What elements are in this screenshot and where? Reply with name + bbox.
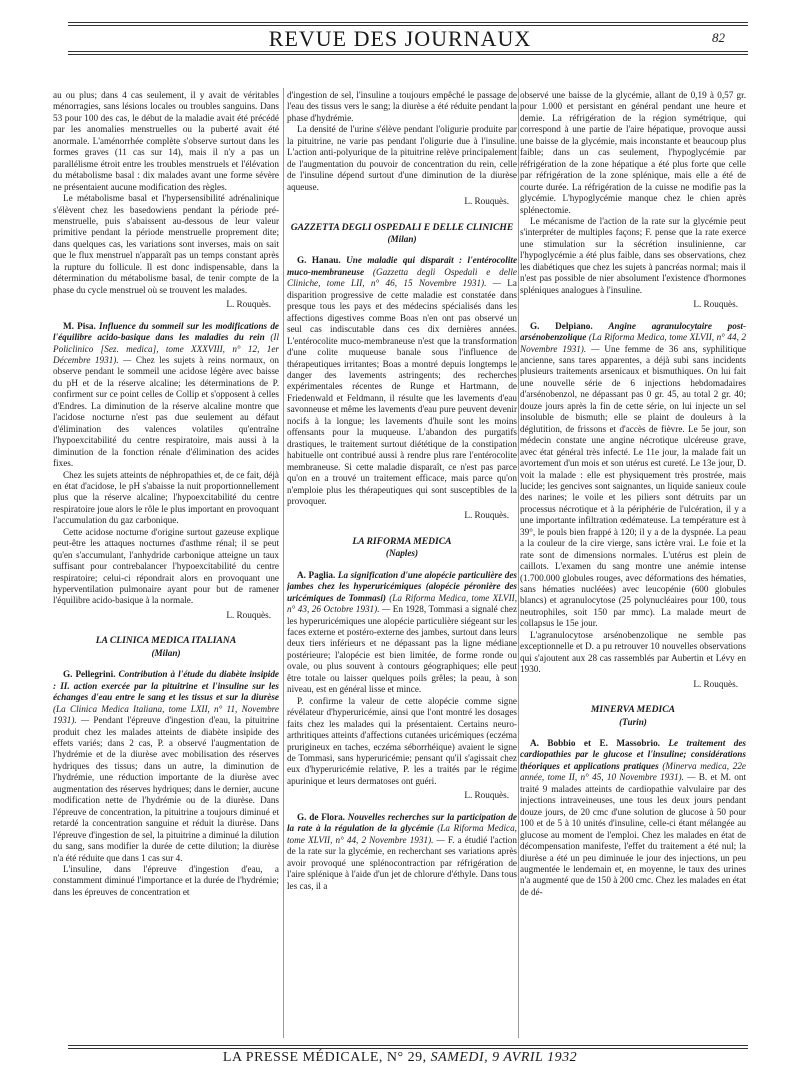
article-author: G. Hanau. xyxy=(297,255,341,266)
article-reference: (La Clinica Medica Italiana, tome LXII, n° 11, Novembre 1931). — xyxy=(53,703,279,726)
article-author: M. Pisa. xyxy=(63,320,96,331)
article-hanau xyxy=(287,255,517,507)
page-title: REVUE DES JOURNAUX xyxy=(268,26,532,51)
paragraph: Cette acidose nocturne d'origine surtout gazeuse explique peut-être les attaques nocturnes d'asthme rénal; il se peut qu'en s'accumulant, l'anhydride carbonique atteigne un taux suffisant pour contrebalancer l'hypoexcitabilité du centre respiratoire; celui-ci répondrait alors en provoquant une hyperventilation pulmonaire ayant pour but de ramener l'équilibre acido-basique à la normale. xyxy=(53,526,279,606)
paragraph: d'ingestion de sel, l'insuline a toujours empêché le passage de l'eau des tissus vers le sang; la diurèse a été réduite pendant la phase d'hydrémie. xyxy=(287,90,517,123)
column-middle xyxy=(287,90,517,1034)
article-title: Le traitement des cardiopathies par le glucose et l'insuline; considérations théoriques et applications pratiques xyxy=(520,738,746,771)
footer-journal: LA PRESSE MÉDICALE, xyxy=(222,1050,383,1065)
section-title: GAZZETTA DEGLI OSPEDALI E DELLE CLINICHE xyxy=(290,221,514,233)
article-author: G. Pellegrini. xyxy=(63,669,116,680)
section-city: (Naples) xyxy=(385,548,419,559)
signature: L. Rouquès. xyxy=(464,196,509,207)
article-text: B. et M. ont traité 9 malades atteints de cardiopathie valvulaire par des injections intraveineuses, une tous les deux jours pendant douze jours, de 20 cmc d'une solution de glucose à 50 pour 100 et de 5 à 10 unités d'insuline, celle-ci étant mélangée au glucose au moment de l'emploi. Chez les malades en état de décompensation manifeste, l'effet du traitement a été nul; la diurèse a été un peu diminuée le jour des injections, un peu augmentée le lendemain et, en moyenne, le taux des urines n'a augmenté que de 150 à 200 cmc. Chez les malades en état de dé- xyxy=(520,772,746,897)
footer-date: SAMEDI, 9 AVRIL 1932 xyxy=(430,1050,578,1065)
paragraph: La densité de l'urine s'élève pendant l'oligurie produite par la pituitrine, ne varie pas pendant l'oligurie due à l'insuline. L'action anti-polyurique de la pituitrine relève principalement de l'augmentation du pouvoir de concentration du rein, celle de l'insuline dépend surtout d'une diminution de la diurèse aqueuse. xyxy=(287,124,517,192)
article-pellegrini xyxy=(53,669,279,864)
column-right xyxy=(520,90,746,1034)
paragraph: observé une baisse de la glycémie, allant de 0,19 à 0,57 gr. pour 1.000 et persistant en général pendant une heure et demie. La réfrigération de la région symétrique, qui correspond à une partie de l'aire hépatique, provoque aussi une baisse de la glycémie, mais inconstante et beaucoup plus faible; dans un cas seulement, l'hypoglycémie par réfrigération de la zone hépatique a été plus forte que celle par réfrigération de la zone splénique, mais elle a été de courte durée. La réfrigération de la cuisse ne modifie pas la glycémie. L'hypoglycémie manque chez le chien après splénectomie. xyxy=(520,90,746,215)
header-rule xyxy=(68,22,748,23)
section-city: (Milan) xyxy=(151,647,181,658)
article-bobbio-massobrio xyxy=(520,738,746,898)
article-text: En 1928, Tommasi a signalé chez les hyperuricémiques une alopécie particulière siégeant sur les faces externe et postéro-externe des jambes, surtout dans leurs deux tiers inférieurs et ne dépassant pas la ligne médiane postérieure; l'alopécie est bien limitée, de forme ronde ou ovale, ou plus souvent à contours géographiques; elle peut être totale ou laisser quelques poils grêles; la peau, à son niveau, est en général lisse et mince. xyxy=(287,604,517,695)
signature: L. Rouquès. xyxy=(226,609,271,620)
article-author: G. de Flora. xyxy=(297,811,345,822)
section-city: (Milan) xyxy=(387,233,417,244)
paragraph: L'agranulocytose arsénobenzolique ne semble pas exceptionnelle et D. a pu retrouver 10 nouvelles observations qui s'ajoutent aux 28 cas rassemblés par Aubertin et Lévy en 1930. xyxy=(520,629,746,675)
signature: L. Rouquès. xyxy=(693,299,738,310)
article-text: La disparition progressive de cette maladie est constatée dans presque tous les pays et des médecins spécialisés dans les affections digestives comme Boas n'en ont pas observé un seul cas indiscutable dans ces dix dernières années. L'entérocolite muco-membraneuse n'est que la transformation d'une colite muqueuse banale sous l'influence de thérapeutiques irritantes; Boas a montré depuis longtemps le danger des lavements astringents; des recherches expérimentales récentes de Runge et Hartmann, de Friedenwald et Feldmann, il résulte que les lavements d'eau savonneuse et même les lavements d'eau pure peuvent devenir nocifs à la longue; les lavements d'huile sont les moins offensants pour la muqueuse. L'abandon des purgatifs drastiques, le traitement surtout diététique de la constipation habituelle ont contribué aussi à rendre plus rare l'entérocolite membraneuse. Si cette maladie disparaît, ce n'est pas parce qu'on en a trouvé un traitement efficace, mais parce qu'on n'emploie plus les thérapeutiques qui sont susceptibles de la provoquer. xyxy=(287,278,517,506)
paragraph: Le mécanisme de l'action de la rate sur la glycémie peut s'interpréter de multiples façons; F. pense que la rate exerce une stimulation sur la sécrétion insulinienne, car l'hypoglycémie a été plus faible, dans ses observations, chez les diabétiques que chez les sujets à pancréas normal; mais il n'est pas possible de nier absolument l'existence d'hormones spléniques analogues à l'insuline. xyxy=(520,215,746,295)
signature: L. Rouquès. xyxy=(464,790,509,801)
article-pisa xyxy=(53,321,279,470)
signature: L. Rouquès. xyxy=(693,678,738,689)
article-title: La signification d'une alopécie particulière des jambes chez les hyperuricémiques (alopécie péronière des uricémiques de Tommasi) xyxy=(287,569,517,603)
section-title: LA CLINICA MEDICA ITALIANA xyxy=(95,635,237,647)
section-title: LA RIFORMA MEDICA xyxy=(352,535,452,547)
article-text: Pendant l'épreuve d'ingestion d'eau, la pituitrine produit chez les malades atteints de diabète insipide des effets variés; dans 2 cas, P. a observé l'augmentation de l'hydrémie et de la diurèse avec mobilisation des réserves hydriques des tissus; dans un autre, la diminution de l'hydrémie, une réduction importante de la diurèse avec augmentation des réserves hydriques; dans le dernier, aucune modification nette de l'hydrémie ou de la diurèse. Dans l'épreuve de concentration, la pituitrine a toujours diminué et retardé la concentration sanguine et réduit la diurèse. Dans l'épreuve d'ingestion de sel, la pituitrine a diminué la dilution du sang, sans modifier la durée de cette dilution; la diurèse n'a été réduite que dans 1 cas sur 4. xyxy=(53,715,279,863)
article-de-flora xyxy=(287,812,517,892)
section-title: MINERVA MEDICA xyxy=(590,704,676,716)
footer-issue: N° 29, xyxy=(386,1050,427,1065)
article-title: Contribution à l'étude du diabète insipide : II. action exercée par la pituitrine et l'insuline sur les échanges d'eau entre le sang et les tissus et sur la diurèse xyxy=(53,669,279,703)
article-paglia xyxy=(287,570,517,696)
article-reference: (Minerva medica, 22e année, tome II, n° 45, 10 Novembre 1931). — xyxy=(520,760,746,783)
column-left xyxy=(53,90,279,1034)
article-title: Influence du sommeil sur les modifications de l'équilibre acido-basique dans les maladies du rein xyxy=(53,320,279,343)
article-delpiano xyxy=(520,321,746,630)
section-city: (Turin) xyxy=(619,716,647,727)
column-divider xyxy=(518,88,519,1038)
article-reference: (La Riforma Medica, tome XLVII, n° 44, 2 Novembre 1931). — xyxy=(287,823,517,845)
article-reference: (Gazzetta degli Ospedali e delle Cliniche, tome LII, n° 46, 15 Novembre 1931). — xyxy=(287,266,517,289)
article-author: G. Delpiano. xyxy=(530,320,593,331)
header-rule xyxy=(68,51,748,52)
article-author: A. Paglia. xyxy=(297,569,336,580)
footer-rule xyxy=(68,1045,748,1046)
article-reference: (Il Policlinico [Sez. medica], tome XXXVIII, n° 12, 1er Décembre 1931). — xyxy=(53,332,279,365)
signature: L. Rouquès. xyxy=(226,299,271,310)
article-title: Angine agranulocytaire post-arsénobenzolique xyxy=(520,320,746,343)
article-author: A. Bobbio et E. Massobrio. xyxy=(530,738,660,749)
footer xyxy=(0,1050,800,1066)
paragraph: L'insuline, dans l'épreuve d'ingestion d'eau, a constamment diminué l'importance et la durée de l'hydrémie; dans les épreuves de concentration et xyxy=(53,864,279,897)
article-reference: (La Riforma Medica, tome XLVII, n° 43, 26 Octobre 1931). — xyxy=(287,592,517,615)
article-text: Chez les sujets à reins normaux, on observe pendant le sommeil une acidose légère avec baisse du pH et de la réserve alcaline; les déterminations de P. confirment sur ce point celles de Collip et s'opposent à celles d'Endres. La diminution de la réserve alcaline montre que l'acidose nocturne n'est pas due seulement au défaut d'élimination des valences volatiles qu'entraîne l'hypoexcitabilité du centre respiratoire, mais aussi à la diminution de la fonction rénale d'élimination des acides fixes. xyxy=(53,354,279,469)
footer-rule xyxy=(68,1048,748,1049)
paragraph: P. confirme la valeur de cette alopécie comme signe révélateur d'hyperuricémie, ainsi que l'ont montré les dosages faits chez les malades qui la présentaient. Certains neuro-arthritiques atteints d'affections cutanées uricémiques (eczéma prurigineux en taches, eczéma séborrhéique) avaient le signe de Tommasi, sans hyperuricémie; pensant qu'il s'agissait chez eux d'hyperuricémie relative, P. les a traités par le régime apurinique et leurs dermatoses ont guéri. xyxy=(287,695,517,786)
article-title: Nouvelles recherches sur la participation de la rate à la régulation de la glycémie xyxy=(287,811,517,834)
paragraph: Le métabolisme basal et l'hypersensibilité adrénalinique s'élèvent chez les basedowiens pendant la période pré-menstruelle, puis s'abaissent au-dessous de leur valeur primitive pendant la période menstruelle proprement dite; dans quelques cas, les variations sont inverses, mais on sait que le flux menstruel n'apparaît pas un temps constant après la rupture du follicule. Il est donc indispensable, dans la détermination du métabolisme basal, de tenir compte de la phase du cycle menstruel où se trouvent les malades. xyxy=(53,193,279,295)
column-divider xyxy=(283,88,284,1038)
article-text: Une femme de 36 ans, syphilitique ancienne, sans tares apparentes, a déjà subi sans incidents plusieurs traitements arsenicaux et bismuthiques. On lui fait une nouvelle série de 6 injections hebdomadaires d'arsénobenzol, ne dépassant pas 0 gr. 45, au total 2 gr. 40; douze jours après la fin de cette série, on lui injecte un sel insoluble de bismuth; elle se plaint de douleurs à la déglutition, de frissons et d'accès de fièvre. Le 5e jour, son médecin constate une angine nécrotique ulcéreuse grave, avec état général très infecté. Le 11e jour, la malade fait un avortement d'un mois et son utérus est cureté. Le 13e jour, D. voit la malade : elle est physiquement très prostrée, mais lucide; les gencives sont saignantes, un liquide sanieux coule des narines; le voile et les piliers sont détruits par un processus nécrotique et à la périphérie de l'ulcération, il y a une importante infiltration œdémateuse. La température est à 39°, le pouls bien frappé à 120; il y a de la dyspnée. La peau a la couleur de la cire vierge, sans ictère vrai. Le foie et la rate sont de dimensions normales. L'utérus est plein de caillots. L'examen du sang montre une anémie intense (1.700.000 globules rouges, avec déformations des hématies, sans hématies nucléées) avec leucopénie (600 globules blancs) et agranulocytose (25 polynucléaires pour 100, tous neutrophiles, soit 150 par mmc). La malade meurt de collapsus le 15e jour. xyxy=(520,343,746,629)
article-reference: (La Riforma Medica, tome XLVII, n° 44, 2 Novembre 1931). — xyxy=(520,332,746,354)
article-text: F. a étudié l'action de la rate sur la glycémie, en recherchant ses variations après avoir provoqué une splénocontraction par réfrigération de l'aire splénique à l'aide d'un jet de chlorure d'éthyle. Dans tous les cas, il a xyxy=(287,834,517,891)
paragraph: Chez les sujets atteints de néphropathies et, de ce fait, déjà en état d'acidose, le pH s'abaisse la nuit proportionnellement plus que la réserve alcaline; l'hypoexcitabilité du centre respiratoire joue alors le rôle le plus important en provoquant l'accumulation du gaz carbonique. xyxy=(53,469,279,526)
header-rule xyxy=(68,54,748,55)
signature: L. Rouquès. xyxy=(464,510,509,521)
page-number: 82 xyxy=(712,30,725,45)
article-title: Une maladie qui disparaît : l'entérocolite muco-membraneuse xyxy=(287,255,517,277)
paragraph: au ou plus; dans 4 cas seulement, il y avait de véritables ménorragies, sans lésions locales ou troubles sanguins. Dans 53 pour 100 des cas, le début de la maladie avait été précédé par les anomalies menstruelles ou la puberté avait été anormale. L'aménorrhée complète s'observe surtout dans les formes graves (11 cas sur 14), mais il n'y a pas un parallélisme étroit entre les troubles menstruels et l'élévation du métabolisme basal : dix malades avant une forme sévère ne présentaient aucune modification des règles. xyxy=(53,90,279,192)
